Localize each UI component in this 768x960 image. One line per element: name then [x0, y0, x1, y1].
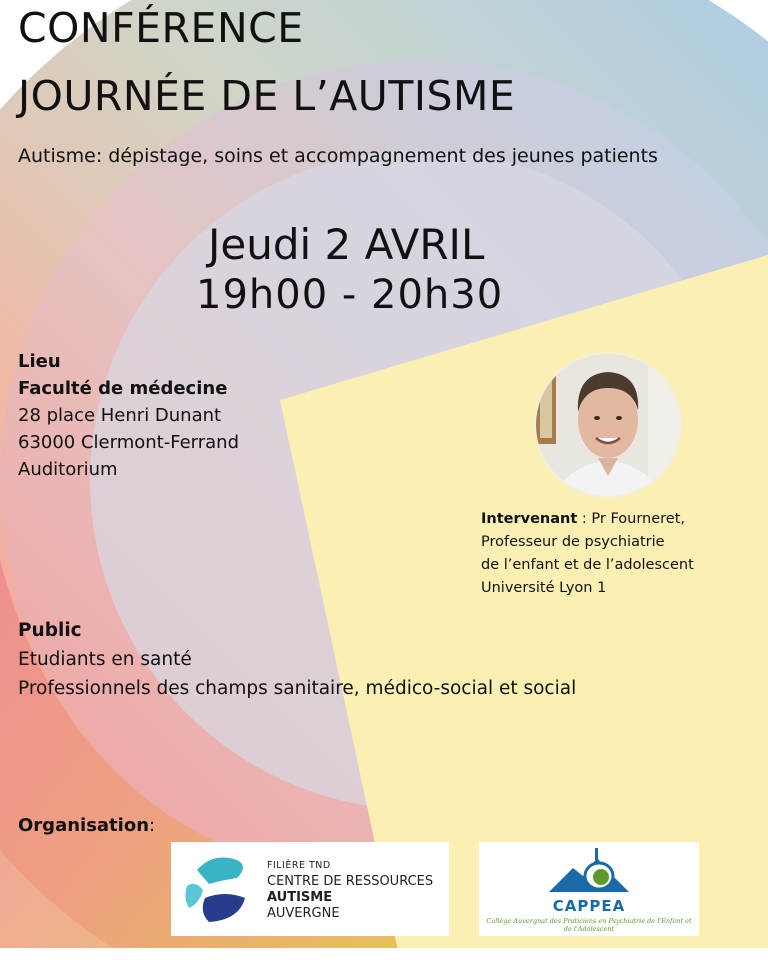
cra-line3: AUTISME	[267, 890, 333, 905]
cra-line4: AUVERGNE	[267, 906, 340, 921]
cra-auvergne-logo	[171, 842, 449, 936]
organisation-colon: :	[149, 815, 156, 836]
audience-line1: Etudiants en santé	[18, 649, 192, 670]
speaker-line1	[481, 508, 694, 531]
speaker-affiliation: Université Lyon 1	[481, 580, 607, 596]
cappea-name: CAPPEA	[552, 897, 626, 915]
venue-heading: Lieu	[18, 351, 61, 372]
venue-address-line1: 28 place Henri Dunant	[18, 405, 222, 426]
speaker-photo	[534, 352, 682, 498]
event-date: Jeudi 2 AVRIL	[208, 220, 485, 269]
venue-place: Faculté de médecine	[18, 378, 228, 399]
speaker-title-line3: de l’enfant et de l’adolescent	[481, 557, 694, 573]
venue-room: Auditorium	[18, 459, 118, 480]
cappea-tagline: Collège Auvergnat des Praticiens en Psychiatrie de l'Enfant et de l'Adolescent	[486, 917, 692, 933]
speaker-block	[481, 508, 694, 600]
event-time: 19h00 - 20h30	[196, 272, 504, 318]
speaker-name: : Pr Fourneret,	[577, 511, 686, 527]
audience-heading: Public	[18, 620, 82, 641]
audience-line2: Professionnels des champs sanitaire, médico-social et social	[18, 678, 577, 699]
cra-line1: FILIÈRE TND	[267, 860, 331, 871]
event-subtitle: Autisme: dépistage, soins et accompagnement des jeunes patients	[18, 145, 658, 167]
cra-line2: CENTRE DE RESSOURCES	[267, 874, 434, 889]
cappea-logo-icon	[539, 846, 639, 896]
organisation-label	[18, 815, 155, 836]
speaker-title-line2: Professeur de psychiatrie	[481, 534, 665, 550]
venue-address-line2: 63000 Clermont-Ferrand	[18, 432, 240, 453]
audience-block	[18, 616, 576, 703]
organisation-label-text: Organisation	[18, 815, 150, 836]
speaker-label: Intervenant	[481, 511, 578, 527]
cappea-logo	[479, 842, 699, 936]
cra-logo-icon	[179, 850, 259, 930]
venue-block	[18, 348, 239, 483]
event-title: JOURNÉE DE L’AUTISME	[18, 72, 516, 120]
conference-title: CONFÉRENCE	[18, 4, 304, 52]
